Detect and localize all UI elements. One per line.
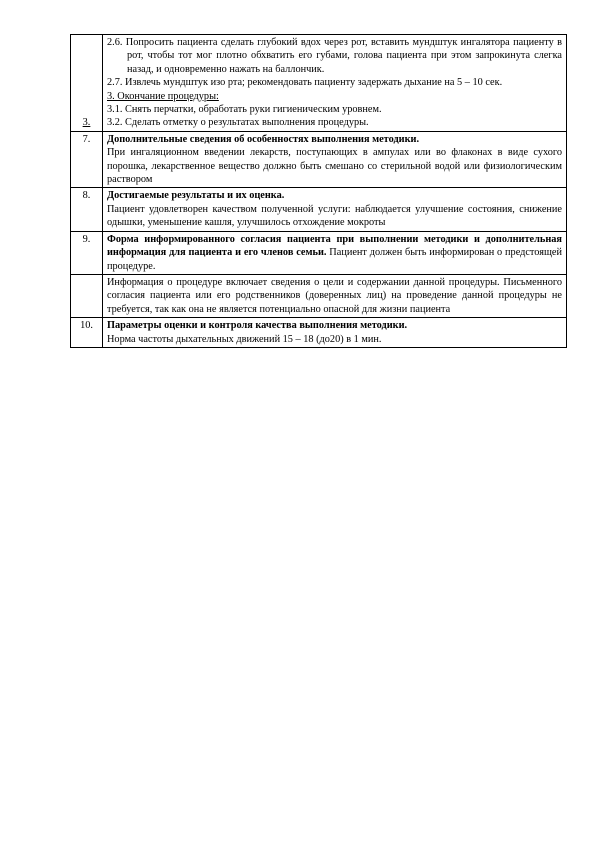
step-2-6: 2.6. Попросить пациента сделать глубокий вдох через рот, вставить мундштук ингалятора пациенту в рот, чтобы тот мог плотно обхватить его губами, голова пациента при этом запрокинута слегка назад, и одновременно нажать на баллончик. bbox=[107, 37, 562, 75]
procedure-table bbox=[70, 34, 567, 348]
row-content bbox=[103, 274, 567, 317]
row-content bbox=[103, 131, 567, 188]
section-paragraph bbox=[107, 233, 562, 273]
section-text: Пациент удовлетворен качеством полученной услуги: наблюдается улучшение состояния, снижение одышки, уменьшение кашля, улучшилось отхождение мокроты bbox=[107, 203, 562, 229]
section-title: Достигаемые результаты и их оценка. bbox=[107, 190, 285, 202]
row-number: 8. bbox=[71, 188, 103, 231]
step-3-1: 3.1. Снять перчатки, обработать руки гигиеническим уровнем. bbox=[107, 104, 382, 116]
section-text: При ингаляционном введении лекарств, поступающих в ампулах или во флаконах в виде сухого порошка, лекарственное вещество должно быть смешано со стерильной водой или физиологическим раствором bbox=[107, 147, 562, 186]
table-row bbox=[71, 131, 567, 188]
row-content bbox=[103, 231, 567, 274]
row-number: 10. bbox=[71, 318, 103, 348]
table-row bbox=[71, 318, 567, 348]
row-number: 7. bbox=[71, 131, 103, 188]
row-number: 9. bbox=[71, 231, 103, 274]
table-row bbox=[71, 274, 567, 317]
row-number: 3. bbox=[71, 35, 103, 132]
section-title: Параметры оценки и контроля качества выполнения методики. bbox=[107, 320, 408, 332]
section-text: Пациент должен быть информирован о предстоящей процедуре. bbox=[107, 247, 562, 272]
step-2-7: 2.7. Извлечь мундштук изо рта; рекомендовать пациенту задержать дыхание на 5 – 10 сек. bbox=[107, 77, 503, 89]
table-row bbox=[71, 35, 567, 132]
row-number bbox=[71, 274, 103, 317]
section-title: Дополнительные сведения об особенностях выполнения методики. bbox=[107, 133, 420, 145]
row-content bbox=[103, 35, 567, 132]
section-title: Форма информированного согласия пациента при выполнении методики и дополнительная информация для пациента и его членов семьи. bbox=[107, 233, 562, 259]
table-row bbox=[71, 231, 567, 274]
table-row bbox=[71, 188, 567, 231]
section-text: Информация о процедуре включает сведения о цели и содержании данной процедуры. Письменного согласия пациента или его родственников (доверенных лиц) на проведение данной процедуры не требуется, так как она не является потенциально опасной для жизни пациента bbox=[107, 276, 562, 315]
section-text: Норма частоты дыхательных движений 15 – 18 (до20) в 1 мин. bbox=[107, 333, 382, 345]
step-3-2: 3.2. Сделать отметку о результатах выполнения процедуры. bbox=[107, 117, 369, 129]
row-content bbox=[103, 188, 567, 231]
row-content bbox=[103, 318, 567, 348]
step-3-heading: 3. Окончание процедуры: bbox=[107, 90, 219, 102]
